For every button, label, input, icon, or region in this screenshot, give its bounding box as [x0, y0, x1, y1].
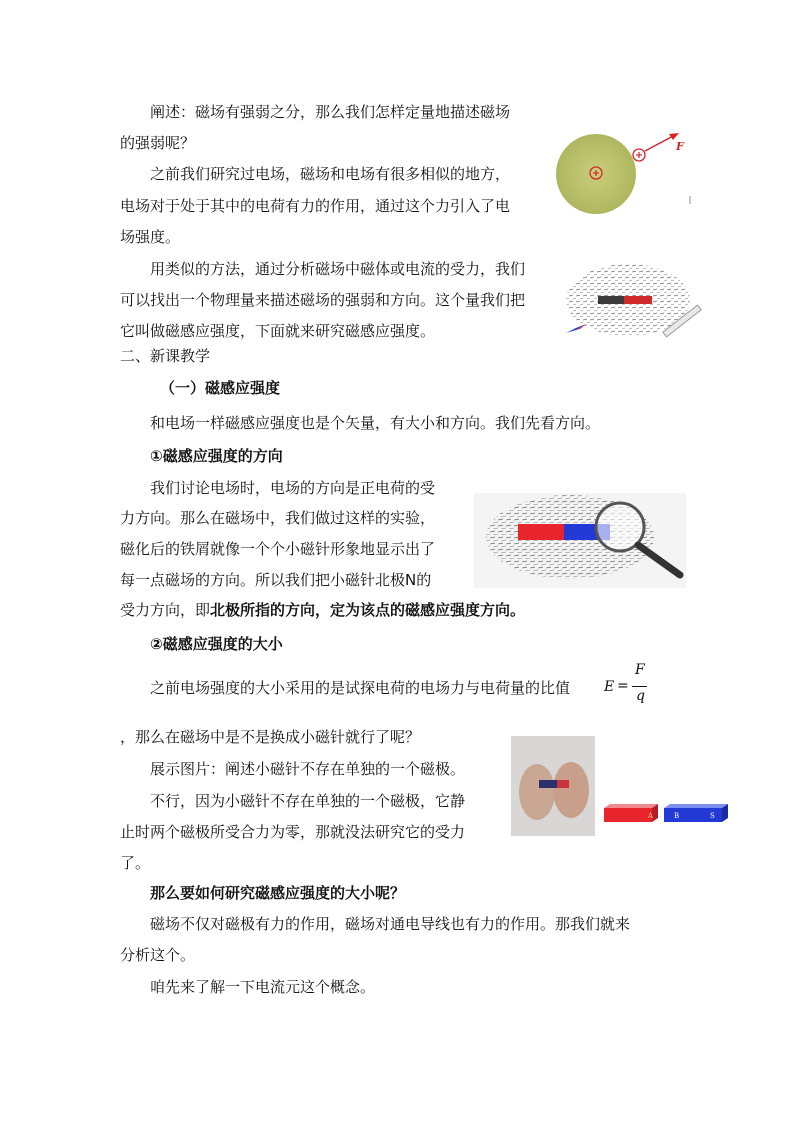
subsection-heading: ①磁感应强度的方向	[150, 447, 283, 465]
bar-magnet-red	[624, 296, 652, 304]
text-line: 咱先来了解一下电流元这个概念。	[150, 978, 376, 996]
text-line: 用类似的方法，通过分析磁场中磁体或电流的受力，我们	[150, 260, 526, 278]
formula-numerator: F	[635, 662, 645, 678]
text-line: 止时两个磁极所受合力为零，那就没法研究它的受力	[120, 823, 466, 841]
text-line: 之前电场强度的大小采用的是试探电荷的电场力与电荷量的比值	[150, 679, 571, 697]
text-line: 每一点磁场的方向。所以我们把小磁针北极N的	[120, 571, 432, 589]
question-heading: 那么要如何研究磁感应强度的大小呢？	[150, 884, 406, 902]
text-line: ，那么在磁场中是不是换成小磁针就行了呢？	[120, 728, 421, 746]
text-line	[120, 600, 525, 620]
text-line: 磁场不仅对磁极有力的作用，磁场对通电导线也有力的作用。那我们就来	[150, 915, 631, 933]
compass-needle-icon	[566, 324, 586, 333]
subsection-heading: ②磁感应强度的大小	[150, 635, 283, 653]
text-line: 电场对于处于其中的电荷有力的作用，通过这个力引入了电	[120, 197, 511, 215]
red-block	[604, 808, 652, 822]
section-heading: 二、新课教学	[120, 347, 211, 365]
text-line: 不行，因为小磁针不存在单独的一个磁极，它静	[150, 792, 466, 810]
text-line: 阐述：磁场有强弱之分，那么我们怎样定量地描述磁场	[150, 103, 511, 121]
left-block-label: A	[648, 812, 654, 820]
formula-denominator: q	[636, 688, 645, 704]
magnifier-magnet-figure	[474, 493, 686, 588]
text-line: 的强弱呢？	[120, 134, 196, 152]
split-magnet-blocks-figure	[600, 800, 730, 828]
right-block-label: S	[710, 812, 715, 820]
text-line: 它叫做磁感应强度，下面就来研究磁感应强度。	[120, 322, 436, 340]
text-line: 展示图片：阐述小磁针不存在单独的一个磁极。	[150, 760, 466, 778]
formula-e-equals-f-over-q	[604, 662, 650, 712]
hand-left	[519, 764, 555, 820]
hands-magnet-photo	[511, 736, 595, 836]
text-line: 了。	[120, 854, 151, 872]
blue-block-top	[664, 804, 728, 808]
text-line: 场强度。	[120, 228, 181, 246]
force-arrow	[645, 135, 675, 151]
iron-filings-magnet-figure	[562, 258, 702, 346]
bar-magnet-red	[518, 524, 564, 540]
hand-right	[553, 762, 589, 818]
emphasis-text: 北极所指的方向，定为该点的磁感应强度方向。	[210, 601, 526, 619]
red-block-top	[604, 804, 658, 808]
text-line: 力方向。那么在磁场中，我们做过这样的实验，	[120, 509, 436, 527]
force-label: F	[676, 140, 684, 153]
text-line: 磁化后的铁屑就像一个个小磁针形象地显示出了	[120, 540, 436, 558]
fraction-bar	[632, 686, 647, 687]
text-line: 和电场一样磁感应强度也是个矢量，有大小和方向。我们先看方向。	[150, 414, 601, 432]
electric-field-charge-figure	[555, 126, 695, 218]
subsection-heading: （一）磁感应强度	[160, 379, 281, 397]
text-line: 可以找出一个物理量来描述磁场的强弱和方向。这个量我们把	[120, 291, 526, 309]
text-line: 我们讨论电场时，电场的方向是正电荷的受	[150, 479, 436, 497]
text-line: 分析这个。	[120, 946, 196, 964]
mid-block-label: B	[674, 812, 680, 820]
bar-magnet-dark	[598, 296, 624, 304]
text-run: 受力方向，即	[120, 601, 211, 619]
text-line: 之前我们研究过电场，磁场和电场有很多相似的地方，	[150, 165, 511, 183]
formula-lhs: E	[604, 679, 615, 695]
formula-equals: =	[617, 678, 629, 694]
